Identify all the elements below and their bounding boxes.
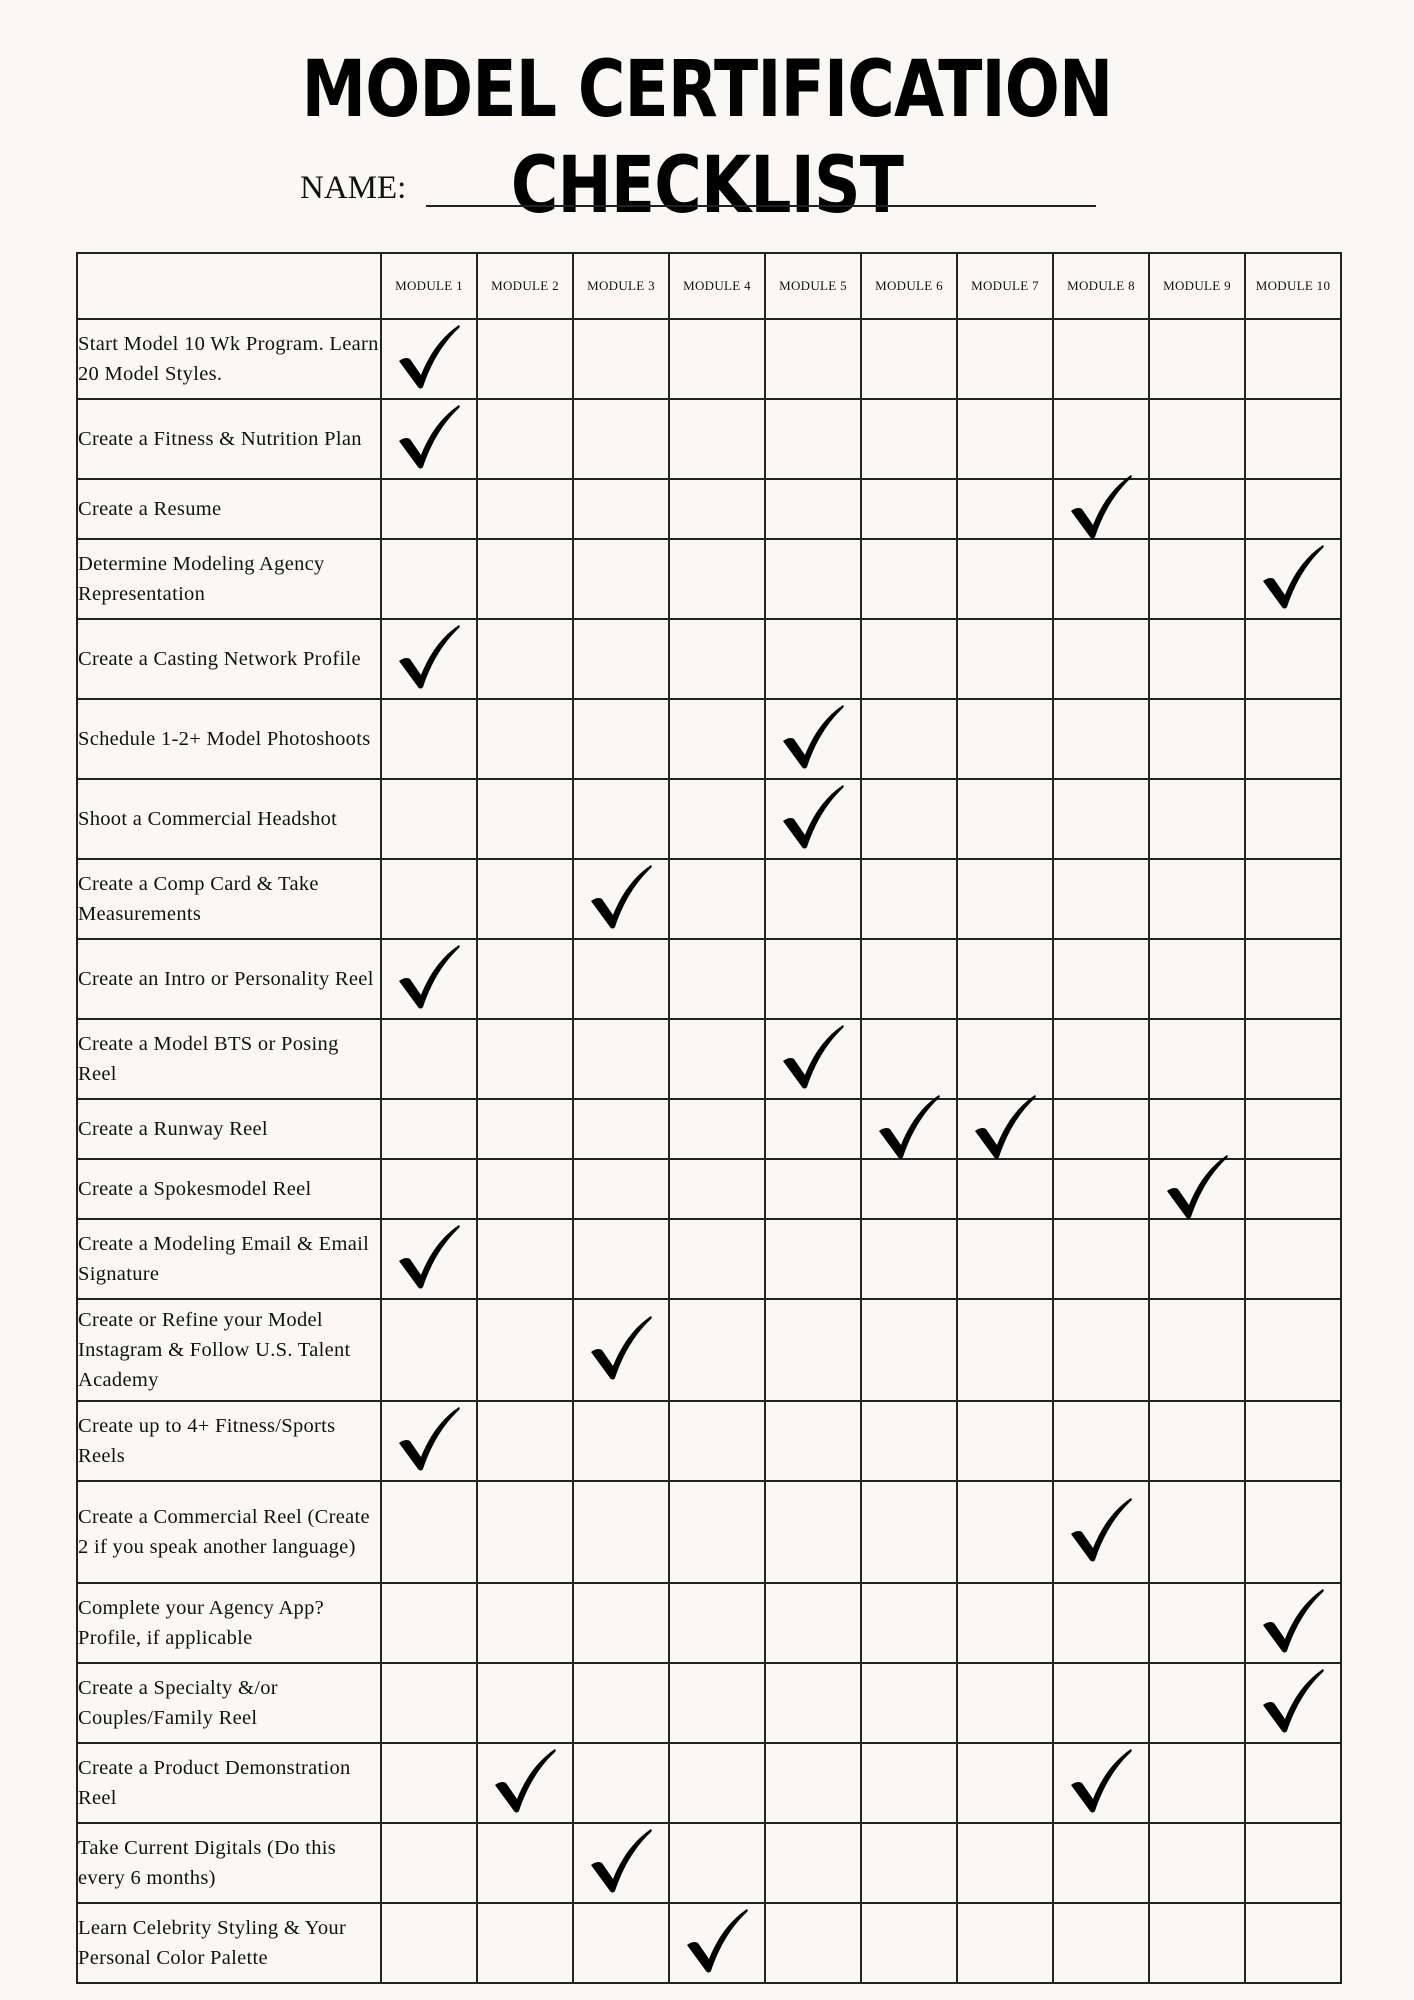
checkbox-cell-module-2[interactable] [477,1401,573,1481]
checkmark-icon [1165,1153,1229,1221]
checkbox-cell-module-6[interactable] [861,1823,957,1903]
checkbox-cell-module-1[interactable] [381,1823,477,1903]
checkbox-cell-module-9[interactable] [1149,1823,1245,1903]
task-row [77,1903,1341,1983]
checkbox-cell-module-5[interactable] [765,1481,861,1583]
checkbox-cell-module-5[interactable] [765,399,861,479]
checkbox-cell-module-8[interactable] [1053,1823,1149,1903]
checkbox-cell-module-9[interactable] [1149,1099,1245,1159]
checkbox-cell-module-4[interactable] [669,479,765,539]
checkbox-cell-module-10[interactable] [1245,1099,1341,1159]
task-label: Take Current Digitals (Do this every 6 months) [77,1823,381,1903]
checkbox-cell-module-2[interactable] [477,1663,573,1743]
task-label: Create a Model BTS or Posing Reel [77,1019,381,1099]
header-corner [77,253,381,319]
checkbox-cell-module-9[interactable] [1149,779,1245,859]
task-label: Create an Intro or Personality Reel [77,939,381,1019]
checkbox-cell-module-9[interactable] [1149,1019,1245,1099]
task-label: Complete your Agency App? Profile, if applicable [77,1583,381,1663]
task-label: Schedule 1-2+ Model Photoshoots [77,699,381,779]
checkbox-cell-module-6[interactable] [861,1159,957,1219]
checkbox-cell-module-3[interactable] [573,1219,669,1299]
task-label: Create up to 4+ Fitness/Sports Reels [77,1401,381,1481]
checkmark-icon [589,1827,653,1895]
task-label: Create a Commercial Reel (Create 2 if you speak another language) [77,1481,381,1583]
checkbox-cell-module-2[interactable] [477,939,573,1019]
checkbox-cell-module-6[interactable] [861,539,957,619]
checkbox-cell-module-1[interactable] [381,399,477,479]
checkbox-cell-module-4[interactable] [669,1903,765,1983]
task-row [77,1159,1341,1219]
checkbox-cell-module-10[interactable] [1245,859,1341,939]
checkbox-cell-module-9[interactable] [1149,699,1245,779]
checkbox-cell-module-9[interactable] [1149,1743,1245,1823]
checkbox-cell-module-2[interactable] [477,859,573,939]
module-header-7: MODULE 7 [957,253,1053,319]
checkbox-cell-module-4[interactable] [669,1481,765,1583]
checkbox-cell-module-10[interactable] [1245,1743,1341,1823]
checkbox-cell-module-7[interactable] [957,1823,1053,1903]
checkbox-cell-module-7[interactable] [957,1019,1053,1099]
checkbox-cell-module-3[interactable] [573,1903,669,1983]
checkbox-cell-module-1[interactable] [381,1159,477,1219]
checkbox-cell-module-6[interactable] [861,1401,957,1481]
checkbox-cell-module-5[interactable] [765,1019,861,1099]
checkbox-cell-module-8[interactable] [1053,1299,1149,1401]
checkmark-icon [1069,1747,1133,1815]
checkbox-cell-module-10[interactable] [1245,1299,1341,1401]
checkbox-cell-module-3[interactable] [573,1019,669,1099]
checkbox-cell-module-4[interactable] [669,1219,765,1299]
checkbox-cell-module-3[interactable] [573,399,669,479]
checkbox-cell-module-10[interactable] [1245,779,1341,859]
checkbox-cell-module-3[interactable] [573,1099,669,1159]
checkbox-cell-module-2[interactable] [477,1583,573,1663]
checkmark-icon [493,1747,557,1815]
header-row [77,253,1341,319]
checkbox-cell-module-5[interactable] [765,779,861,859]
checkmark-icon [397,1223,461,1291]
checkbox-cell-module-8[interactable] [1053,619,1149,699]
checkbox-cell-module-7[interactable] [957,1903,1053,1983]
task-label: Create a Specialty &/or Couples/Family Reel [77,1663,381,1743]
task-label: Create a Modeling Email & Email Signature [77,1219,381,1299]
checkbox-cell-module-6[interactable] [861,1743,957,1823]
checkmark-icon [589,1314,653,1382]
checkbox-cell-module-4[interactable] [669,699,765,779]
checkbox-cell-module-6[interactable] [861,1481,957,1583]
checkbox-cell-module-3[interactable] [573,1401,669,1481]
checkbox-cell-module-1[interactable] [381,1481,477,1583]
checkbox-cell-module-6[interactable] [861,699,957,779]
task-label: Create a Runway Reel [77,1099,381,1159]
checklist-table [76,252,1342,1984]
checkbox-cell-module-9[interactable] [1149,1299,1245,1401]
checkbox-cell-module-10[interactable] [1245,619,1341,699]
checkbox-cell-module-1[interactable] [381,859,477,939]
checkbox-cell-module-2[interactable] [477,779,573,859]
checkbox-cell-module-5[interactable] [765,479,861,539]
checkbox-cell-module-4[interactable] [669,1401,765,1481]
checkbox-cell-module-3[interactable] [573,859,669,939]
task-row [77,1299,1341,1401]
checkbox-cell-module-7[interactable] [957,1481,1053,1583]
task-row [77,1219,1341,1299]
checkbox-cell-module-6[interactable] [861,1903,957,1983]
task-label: Create or Refine your Model Instagram & Follow U.S. Talent Academy [77,1299,381,1401]
task-label: Create a Spokesmodel Reel [77,1159,381,1219]
checkbox-cell-module-4[interactable] [669,779,765,859]
checkbox-cell-module-6[interactable] [861,1019,957,1099]
checkbox-cell-module-10[interactable] [1245,1481,1341,1583]
checkbox-cell-module-1[interactable] [381,779,477,859]
checkbox-cell-module-1[interactable] [381,619,477,699]
checkbox-cell-module-2[interactable] [477,539,573,619]
checkbox-cell-module-5[interactable] [765,319,861,399]
module-header-2: MODULE 2 [477,253,573,319]
checkbox-cell-module-10[interactable] [1245,1663,1341,1743]
module-header-8: MODULE 8 [1053,253,1149,319]
checkbox-cell-module-1[interactable] [381,1219,477,1299]
checkbox-cell-module-1[interactable] [381,1019,477,1099]
task-row [77,699,1341,779]
task-row [77,619,1341,699]
checkbox-cell-module-5[interactable] [765,1401,861,1481]
checkbox-cell-module-1[interactable] [381,539,477,619]
checkbox-cell-module-10[interactable] [1245,319,1341,399]
checkbox-cell-module-4[interactable] [669,859,765,939]
page-title: MODEL CERTIFICATION CHECKLIST [301,45,1113,231]
checkbox-cell-module-2[interactable] [477,1099,573,1159]
checkmark-icon [1261,1667,1325,1735]
checkbox-cell-module-7[interactable] [957,1099,1053,1159]
task-row [77,1583,1341,1663]
task-label: Determine Modeling Agency Representation [77,539,381,619]
checkmark-icon [589,863,653,931]
name-label: NAME: [300,170,407,206]
checkmark-icon [781,783,845,851]
checkbox-cell-module-7[interactable] [957,1299,1053,1401]
checkbox-cell-module-2[interactable] [477,399,573,479]
checkbox-cell-module-10[interactable] [1245,699,1341,779]
module-header-9: MODULE 9 [1149,253,1245,319]
name-input-line[interactable] [426,171,1096,207]
task-label: Create a Resume [77,479,381,539]
checkbox-cell-module-8[interactable] [1053,1099,1149,1159]
checkbox-cell-module-7[interactable] [957,859,1053,939]
checkbox-cell-module-3[interactable] [573,1823,669,1903]
checkbox-cell-module-8[interactable] [1053,1401,1149,1481]
checkbox-cell-module-6[interactable] [861,1099,957,1159]
checkbox-cell-module-9[interactable] [1149,539,1245,619]
checkbox-cell-module-10[interactable] [1245,539,1341,619]
checkbox-cell-module-4[interactable] [669,1019,765,1099]
checkbox-cell-module-8[interactable] [1053,1903,1149,1983]
checkbox-cell-module-2[interactable] [477,1219,573,1299]
checkbox-cell-module-4[interactable] [669,1583,765,1663]
checkmark-icon [781,1023,845,1091]
checkbox-cell-module-1[interactable] [381,699,477,779]
checkbox-cell-module-3[interactable] [573,1583,669,1663]
checkbox-cell-module-6[interactable] [861,939,957,1019]
checkbox-cell-module-2[interactable] [477,1299,573,1401]
checkbox-cell-module-7[interactable] [957,699,1053,779]
checkbox-cell-module-2[interactable] [477,699,573,779]
checkbox-cell-module-3[interactable] [573,939,669,1019]
checkmark-icon [1261,1587,1325,1655]
checkbox-cell-module-1[interactable] [381,1583,477,1663]
checkbox-cell-module-4[interactable] [669,1743,765,1823]
task-row [77,939,1341,1019]
checkbox-cell-module-1[interactable] [381,1299,477,1401]
checkbox-cell-module-10[interactable] [1245,1823,1341,1903]
checkbox-cell-module-6[interactable] [861,399,957,479]
checkbox-cell-module-4[interactable] [669,619,765,699]
checkbox-cell-module-1[interactable] [381,319,477,399]
checkmark-icon [397,623,461,691]
checkbox-cell-module-7[interactable] [957,779,1053,859]
checkbox-cell-module-2[interactable] [477,1019,573,1099]
checkbox-cell-module-3[interactable] [573,619,669,699]
checkbox-cell-module-6[interactable] [861,1583,957,1663]
checkbox-cell-module-9[interactable] [1149,1903,1245,1983]
checkbox-cell-module-4[interactable] [669,1099,765,1159]
module-header-1: MODULE 1 [381,253,477,319]
task-row [77,319,1341,399]
checkbox-cell-module-8[interactable] [1053,1743,1149,1823]
checkbox-cell-module-6[interactable] [861,859,957,939]
checkbox-cell-module-5[interactable] [765,1159,861,1219]
checkbox-cell-module-9[interactable] [1149,1159,1245,1219]
checkbox-cell-module-6[interactable] [861,1299,957,1401]
module-header-6: MODULE 6 [861,253,957,319]
task-row [77,1481,1341,1583]
module-header-4: MODULE 4 [669,253,765,319]
task-label: Create a Casting Network Profile [77,619,381,699]
checkbox-cell-module-8[interactable] [1053,399,1149,479]
task-row [77,1099,1341,1159]
checkmark-icon [685,1907,749,1975]
checkmark-icon [1261,543,1325,611]
task-row [77,399,1341,479]
checkbox-cell-module-8[interactable] [1053,1019,1149,1099]
checkbox-cell-module-2[interactable] [477,1823,573,1903]
checkbox-cell-module-4[interactable] [669,539,765,619]
checkbox-cell-module-7[interactable] [957,319,1053,399]
checkmark-icon [397,1405,461,1473]
checkbox-cell-module-10[interactable] [1245,1159,1341,1219]
checkbox-cell-module-5[interactable] [765,1823,861,1903]
checkbox-cell-module-5[interactable] [765,859,861,939]
checkbox-cell-module-8[interactable] [1053,479,1149,539]
checkbox-cell-module-10[interactable] [1245,479,1341,539]
checkbox-cell-module-3[interactable] [573,1743,669,1823]
checkmark-icon [1069,1496,1133,1564]
checkmark-icon [877,1093,941,1161]
checkbox-cell-module-5[interactable] [765,1219,861,1299]
checkbox-cell-module-9[interactable] [1149,399,1245,479]
task-row [77,1401,1341,1481]
checkbox-cell-module-6[interactable] [861,619,957,699]
checkbox-cell-module-5[interactable] [765,539,861,619]
checkbox-cell-module-8[interactable] [1053,539,1149,619]
task-row [77,1823,1341,1903]
task-row [77,779,1341,859]
checkbox-cell-module-9[interactable] [1149,939,1245,1019]
checkbox-cell-module-10[interactable] [1245,1903,1341,1983]
task-row [77,1663,1341,1743]
checkbox-cell-module-8[interactable] [1053,1159,1149,1219]
checkbox-cell-module-8[interactable] [1053,699,1149,779]
checkbox-cell-module-9[interactable] [1149,1401,1245,1481]
checkbox-cell-module-2[interactable] [477,1903,573,1983]
task-label: Create a Comp Card & Take Measurements [77,859,381,939]
checkbox-cell-module-8[interactable] [1053,319,1149,399]
checkbox-cell-module-4[interactable] [669,1663,765,1743]
checkbox-cell-module-6[interactable] [861,779,957,859]
task-label: Create a Fitness & Nutrition Plan [77,399,381,479]
name-field-row [300,170,1096,207]
checkbox-cell-module-9[interactable] [1149,1219,1245,1299]
checkbox-cell-module-5[interactable] [765,1743,861,1823]
checkbox-cell-module-10[interactable] [1245,1401,1341,1481]
checkbox-cell-module-8[interactable] [1053,939,1149,1019]
module-header-3: MODULE 3 [573,253,669,319]
checkbox-cell-module-5[interactable] [765,1299,861,1401]
task-row [77,1743,1341,1823]
checkbox-cell-module-9[interactable] [1149,1583,1245,1663]
checkbox-cell-module-4[interactable] [669,1159,765,1219]
checkbox-cell-module-2[interactable] [477,1743,573,1823]
checkbox-cell-module-3[interactable] [573,1299,669,1401]
checkbox-cell-module-1[interactable] [381,1903,477,1983]
checkbox-cell-module-7[interactable] [957,399,1053,479]
task-label: Create a Product Demonstration Reel [77,1743,381,1823]
checkbox-cell-module-7[interactable] [957,1159,1053,1219]
checkbox-cell-module-10[interactable] [1245,1019,1341,1099]
checkbox-cell-module-7[interactable] [957,479,1053,539]
checkbox-cell-module-2[interactable] [477,1481,573,1583]
checkbox-cell-module-4[interactable] [669,1299,765,1401]
checkbox-cell-module-6[interactable] [861,479,957,539]
checkmark-icon [397,943,461,1011]
checkbox-cell-module-1[interactable] [381,1743,477,1823]
checkbox-cell-module-3[interactable] [573,479,669,539]
checkbox-cell-module-4[interactable] [669,399,765,479]
checkbox-cell-module-7[interactable] [957,1743,1053,1823]
checkbox-cell-module-10[interactable] [1245,1219,1341,1299]
task-list [77,319,1341,1983]
checkbox-cell-module-9[interactable] [1149,319,1245,399]
checkbox-cell-module-9[interactable] [1149,859,1245,939]
checkbox-cell-module-3[interactable] [573,539,669,619]
checkbox-cell-module-3[interactable] [573,1159,669,1219]
checkbox-cell-module-2[interactable] [477,479,573,539]
checkbox-cell-module-3[interactable] [573,699,669,779]
checkbox-cell-module-8[interactable] [1053,1481,1149,1583]
checkbox-cell-module-10[interactable] [1245,939,1341,1019]
checkbox-cell-module-2[interactable] [477,619,573,699]
checkbox-cell-module-1[interactable] [381,1099,477,1159]
checkbox-cell-module-8[interactable] [1053,1663,1149,1743]
checkbox-cell-module-3[interactable] [573,779,669,859]
checkbox-cell-module-4[interactable] [669,1823,765,1903]
checkbox-cell-module-5[interactable] [765,1903,861,1983]
checkbox-cell-module-9[interactable] [1149,479,1245,539]
checkbox-cell-module-7[interactable] [957,1663,1053,1743]
checkbox-cell-module-7[interactable] [957,619,1053,699]
checkbox-cell-module-8[interactable] [1053,1219,1149,1299]
checkbox-cell-module-5[interactable] [765,939,861,1019]
checkbox-cell-module-2[interactable] [477,1159,573,1219]
checkmark-icon [781,703,845,771]
checkbox-cell-module-9[interactable] [1149,1481,1245,1583]
checkbox-cell-module-10[interactable] [1245,1583,1341,1663]
checkbox-cell-module-1[interactable] [381,479,477,539]
checkbox-cell-module-7[interactable] [957,939,1053,1019]
checkmark-icon [397,323,461,391]
checkmark-icon [1069,473,1133,541]
task-label: Start Model 10 Wk Program. Learn 20 Model Styles. [77,319,381,399]
checkbox-cell-module-3[interactable] [573,1663,669,1743]
task-row [77,1019,1341,1099]
task-row [77,859,1341,939]
checkbox-cell-module-9[interactable] [1149,1663,1245,1743]
checkbox-cell-module-9[interactable] [1149,619,1245,699]
checkbox-cell-module-5[interactable] [765,699,861,779]
checkbox-cell-module-4[interactable] [669,939,765,1019]
checkbox-cell-module-6[interactable] [861,1663,957,1743]
checkmark-icon [397,403,461,471]
task-label: Shoot a Commercial Headshot [77,779,381,859]
checkbox-cell-module-8[interactable] [1053,779,1149,859]
checkbox-cell-module-3[interactable] [573,319,669,399]
checkbox-cell-module-7[interactable] [957,1401,1053,1481]
module-header-5: MODULE 5 [765,253,861,319]
checkmark-icon [973,1093,1037,1161]
task-row [77,479,1341,539]
checkbox-cell-module-1[interactable] [381,1663,477,1743]
checkbox-cell-module-5[interactable] [765,1099,861,1159]
checkbox-cell-module-1[interactable] [381,939,477,1019]
checkbox-cell-module-7[interactable] [957,1219,1053,1299]
checkbox-cell-module-4[interactable] [669,319,765,399]
checkbox-cell-module-7[interactable] [957,539,1053,619]
checkbox-cell-module-2[interactable] [477,319,573,399]
checkbox-cell-module-10[interactable] [1245,399,1341,479]
checkbox-cell-module-6[interactable] [861,319,957,399]
checkbox-cell-module-3[interactable] [573,1481,669,1583]
checkbox-cell-module-7[interactable] [957,1583,1053,1663]
task-row [77,539,1341,619]
checkbox-cell-module-1[interactable] [381,1401,477,1481]
checkbox-cell-module-5[interactable] [765,1663,861,1743]
checkbox-cell-module-8[interactable] [1053,859,1149,939]
checkbox-cell-module-6[interactable] [861,1219,957,1299]
module-header-10: MODULE 10 [1245,253,1341,319]
checkbox-cell-module-5[interactable] [765,1583,861,1663]
checkbox-cell-module-5[interactable] [765,619,861,699]
task-label: Learn Celebrity Styling & Your Personal Color Palette [77,1903,381,1983]
checkbox-cell-module-8[interactable] [1053,1583,1149,1663]
